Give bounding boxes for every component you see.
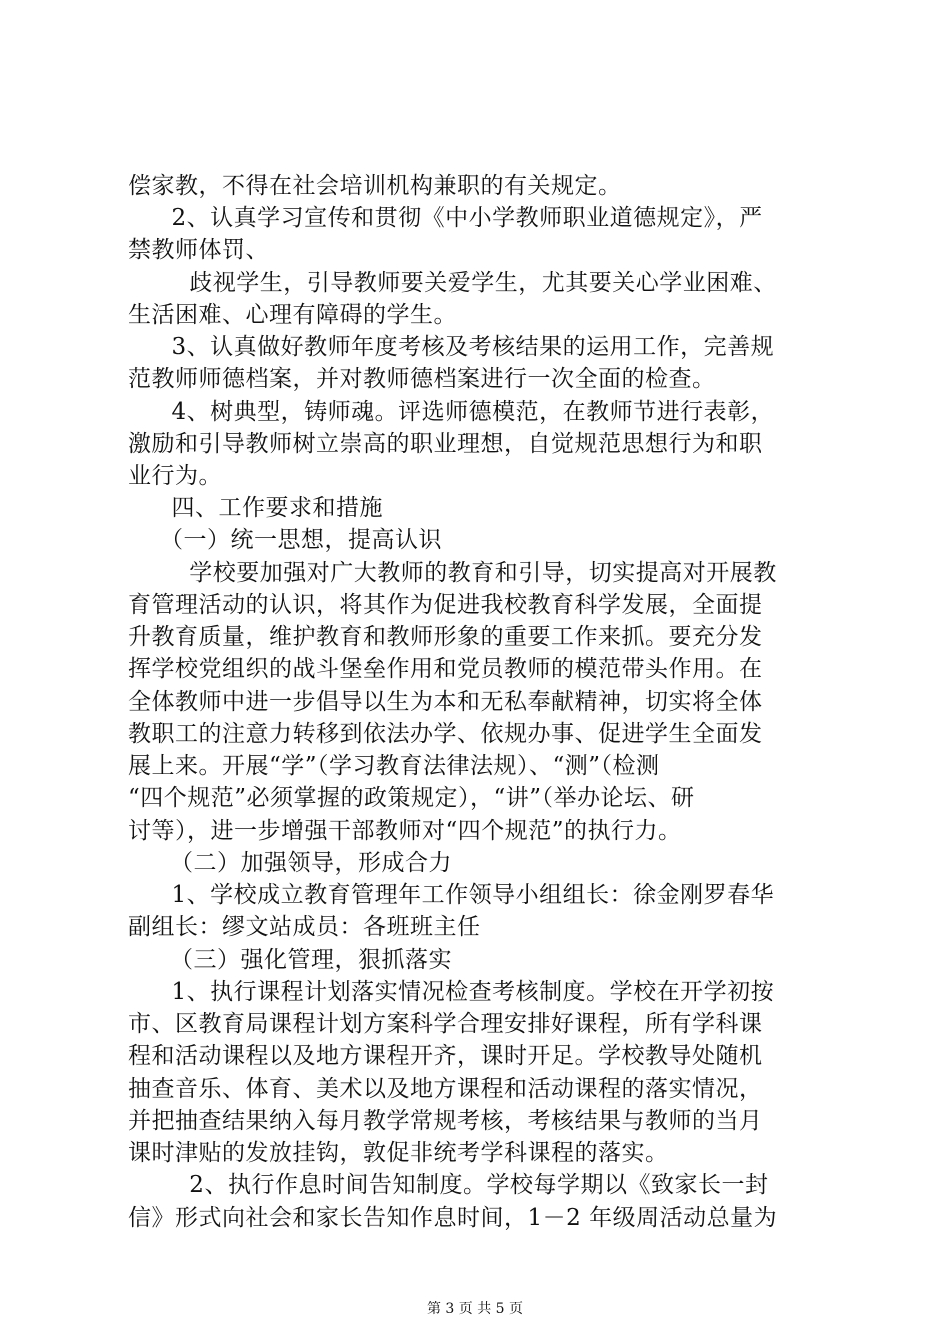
text-line: “四个规范”必须掌握的政策规定），“讲”（举办论坛、研: [128, 785, 695, 811]
subsection-heading: （三）强化管理，狠抓落实: [158, 947, 452, 973]
text-line: 学校要加强对广大教师的教育和引导，切实提高对开展教: [158, 560, 777, 586]
text-line: 生活困难、心理有障碍的学生。: [128, 302, 457, 328]
subsection-heading: （一）统一思想，提高认识: [148, 527, 442, 553]
text-line: 2、认真学习宣传和贯彻《中小学教师职业道德规定》，严: [148, 205, 763, 231]
page-number-label: 第 3 页 共 5 页: [426, 1301, 524, 1317]
text-line: 程和活动课程以及地方课程开齐，课时开足。学校教导处随机: [128, 1043, 763, 1069]
text-line: 信》形式向社会和家长告知作息时间，1－2 年级周活动总量为: [128, 1205, 778, 1231]
text-line: 挥学校党组织的战斗堡垒作用和党员教师的模范带头作用。在: [128, 656, 763, 682]
text-line: 2、执行作息时间告知制度。学校每学期以《致家长一封: [158, 1172, 769, 1198]
text-line: 1、执行课程计划落实情况检查考核制度。学校在开学初按: [148, 979, 775, 1005]
text-line: 副组长：缪文站成员：各班班主任: [128, 914, 481, 940]
text-line: 3、认真做好教师年度考核及考核结果的运用工作，完善规: [148, 334, 775, 360]
text-line: 偿家教，不得在社会培训机构兼职的有关规定。: [128, 173, 622, 199]
text-line: 并把抽查结果纳入每月教学常规考核，考核结果与教师的当月: [128, 1108, 763, 1134]
text-line: 市、区教育局课程计划方案科学合理安排好课程，所有学科课: [128, 1011, 763, 1037]
text-line: 课时津贴的发放挂钩，敦促非统考学科课程的落实。: [128, 1140, 669, 1166]
text-line: 育管理活动的认识，将其作为促进我校教育科学发展，全面提: [128, 592, 763, 618]
text-line: 抽查音乐、体育、美术以及地方课程和活动课程的落实情况，: [128, 1076, 763, 1102]
text-line: 歧视学生，引导教师要关爱学生，尤其要关心学业困难、: [158, 270, 777, 296]
text-line: 展上来。开展“学”（学习教育法律法规）、“测”（检测: [128, 753, 660, 779]
text-line: 1、学校成立教育管理年工作领导小组组长：徐金刚罗春华: [148, 882, 775, 908]
text-line: 4、树典型，铸师魂。评选师德模范，在教师节进行表彰，: [148, 399, 775, 425]
text-line: 讨等），进一步增强干部教师对“四个规范”的执行力。: [128, 818, 682, 844]
section-heading: 四、工作要求和措施: [148, 495, 383, 521]
text-line: 教职工的注意力转移到依法办学、依规办事、促进学生全面发: [128, 721, 763, 747]
page-footer: [0, 1300, 950, 1318]
text-line: 禁教师体罚、: [128, 237, 269, 263]
text-line: 全体教师中进一步倡导以生为本和无私奉献精神，切实将全体: [128, 689, 763, 715]
subsection-heading: （二）加强领导，形成合力: [158, 850, 452, 876]
text-line: 业行为。: [128, 463, 222, 489]
text-line: 激励和引导教师树立崇高的职业理想，自觉规范思想行为和职: [128, 431, 763, 457]
text-line: 范教师师德档案，并对教师德档案进行一次全面的检查。: [128, 366, 716, 392]
text-line: 升教育质量，维护教育和教师形象的重要工作来抓。要充分发: [128, 624, 763, 650]
